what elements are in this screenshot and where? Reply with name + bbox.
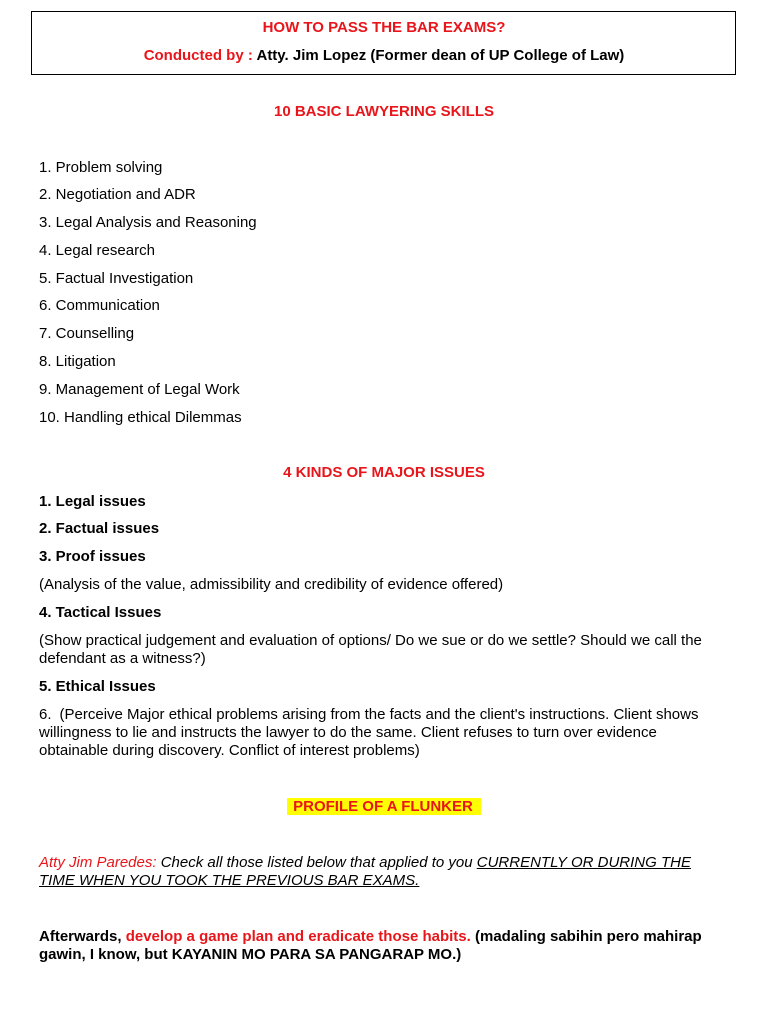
- conducted-by-value: Atty. Jim Lopez (Former dean of UP College of Law): [256, 47, 625, 64]
- conducted-by-line: [0, 47, 768, 65]
- issues-heading: 4 KINDS OF MAJOR ISSUES: [283, 464, 485, 481]
- skill-item: 7. Counselling: [39, 325, 135, 342]
- issue-item: 4. Tactical Issues: [39, 604, 162, 621]
- issue-note: (Analysis of the value, admissibility and credibility of evidence offered): [39, 576, 504, 593]
- flunker-instruction: [39, 854, 729, 890]
- skill-item: 1. Problem solving: [39, 159, 163, 176]
- skill-item: 3. Legal Analysis and Reasoning: [39, 214, 257, 231]
- skill-item: 5. Factual Investigation: [39, 270, 194, 287]
- issue-note: (Show practical judgement and evaluation of options/ Do we sue or do we settle? Should we call the defendant as a witness?): [39, 632, 702, 667]
- issue-item: 1. Legal issues: [39, 493, 146, 510]
- issue-number: 6.: [39, 706, 52, 723]
- issue-item: 2. Factual issues: [39, 520, 160, 537]
- issue-item-6: [39, 706, 729, 760]
- skill-item: 10. Handling ethical Dilemmas: [39, 409, 242, 426]
- instruction-emphasis: CURRENTLY OR DURING THE TIME WHEN YOU TOOK THE PREVIOUS BAR EXAMS.: [39, 854, 691, 889]
- conducted-by-label: Conducted by :: [143, 47, 253, 64]
- skill-item: 8. Litigation: [39, 353, 116, 370]
- instruction-text: Check all those listed below that applied to you: [156, 854, 477, 871]
- skills-heading: 10 BASIC LAWYERING SKILLS: [273, 103, 495, 120]
- flunker-heading-wrap: [0, 798, 768, 816]
- issue-item: 5. Ethical Issues: [39, 678, 156, 695]
- flunker-heading: PROFILE OF A FLUNKER: [287, 798, 481, 815]
- afterwards-rest: (madaling sabihin pero mahirap gawin, I know, but KAYANIN MO PARA SA PANGARAP MO.): [39, 928, 702, 963]
- afterwards-paragraph: [39, 928, 729, 964]
- issue-note: (Perceive Major ethical problems arising from the facts and the client's instructions. Client shows willingness to lie and instructs the lawyer to do the same. Client refuses to turn over evidence obtainable during discovery. Conflict of interest problems): [39, 706, 699, 759]
- skill-item: 9. Management of Legal Work: [39, 381, 240, 398]
- doc-title: HOW TO PASS THE BAR EXAMS?: [262, 19, 506, 36]
- afterwards-label: Afterwards,: [39, 928, 126, 945]
- speaker-name: Atty Jim Paredes:: [39, 854, 157, 871]
- afterwards-highlight: develop a game plan and eradicate those habits.: [125, 928, 471, 945]
- skill-item: 2. Negotiation and ADR: [39, 186, 196, 203]
- issue-item: 3. Proof issues: [39, 548, 146, 565]
- skill-item: 4. Legal research: [39, 242, 155, 259]
- skill-item: 6. Communication: [39, 297, 160, 314]
